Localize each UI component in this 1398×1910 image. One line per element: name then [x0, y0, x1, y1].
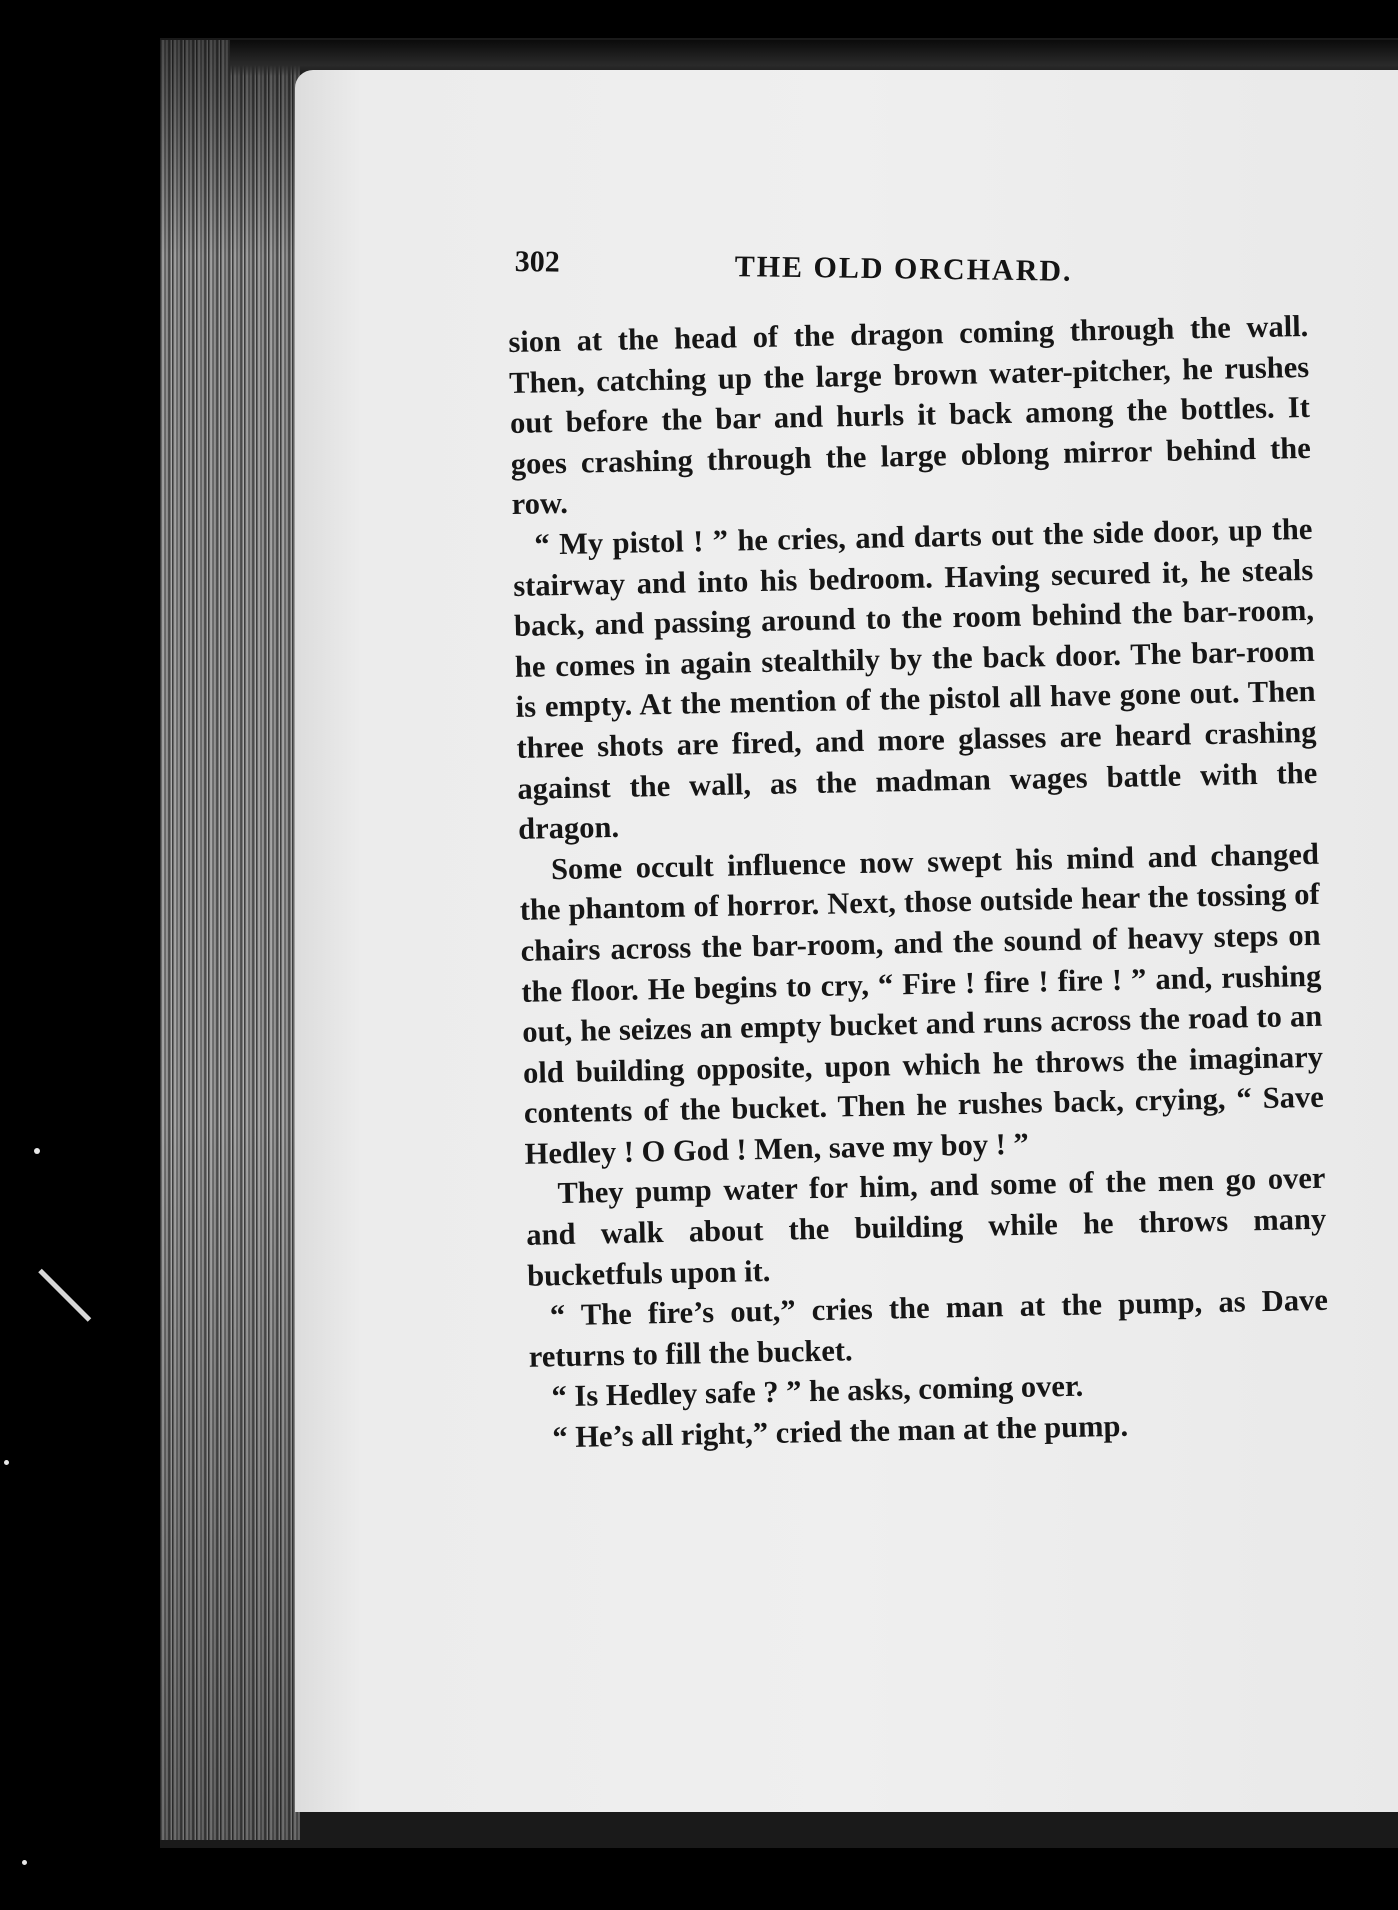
page-number: 302	[514, 245, 560, 279]
paragraph: They pump water for him, and some of the men go over and walk about the building while he throws many bucketfuls upon it.	[525, 1161, 1327, 1293]
running-head	[514, 245, 1125, 304]
paragraph: Some occult influence now swept his mind and changed the phantom of horror. Next, those outside hear the tossing of chairs across the bar-room, and the sound of heavy steps on the floor. He begins to cry, “ Fire ! fire ! fire ! ” and, rushing out, he seizes an empty bucket and runs across the road to an old building opposite, upon which he throws the imaginary contents of the bucket. Then he rushes back, crying, “ Save Hedley ! O God ! Men, save my boy ! ”	[519, 836, 1325, 1171]
margin-scratch	[38, 1269, 91, 1322]
paragraph: “ The fire’s out,” cries the man at the pump, as Dave returns to fill the bucket.	[528, 1282, 1329, 1374]
paragraph: “ Is Hedley safe ? ” he asks, coming over.	[551, 1369, 1084, 1414]
page-edges-shadow	[160, 40, 300, 1840]
body-text	[508, 306, 1331, 1458]
paragraph: “ He’s all right,” cried the man at the pump.	[552, 1408, 1129, 1455]
dust-speck	[4, 1460, 9, 1465]
dust-speck	[34, 1148, 40, 1154]
running-title: THE OLD ORCHARD.	[734, 250, 1073, 288]
paragraph: “ My pistol ! ” he cries, and darts out the side door, up the stairway and into his bedroom. Having secured it, he steals back, and passing around to the room behind the bar-room, he comes in again stealthily by the back door. The bar-room is empty. At the mention of the pistol all have gone out. Then three shots are fired, and more glasses are heard crashing against the wall, as the madman wages battle with the dragon.	[512, 511, 1318, 847]
paragraph: sion at the head of the dragon coming through the wall. Then, catching up the large brown water-pitcher, he rushes out before the bar and hurls it back among the bottles. It goes crashing through the large oblong mirror behind the row.	[508, 308, 1312, 522]
dust-speck	[22, 1860, 27, 1865]
